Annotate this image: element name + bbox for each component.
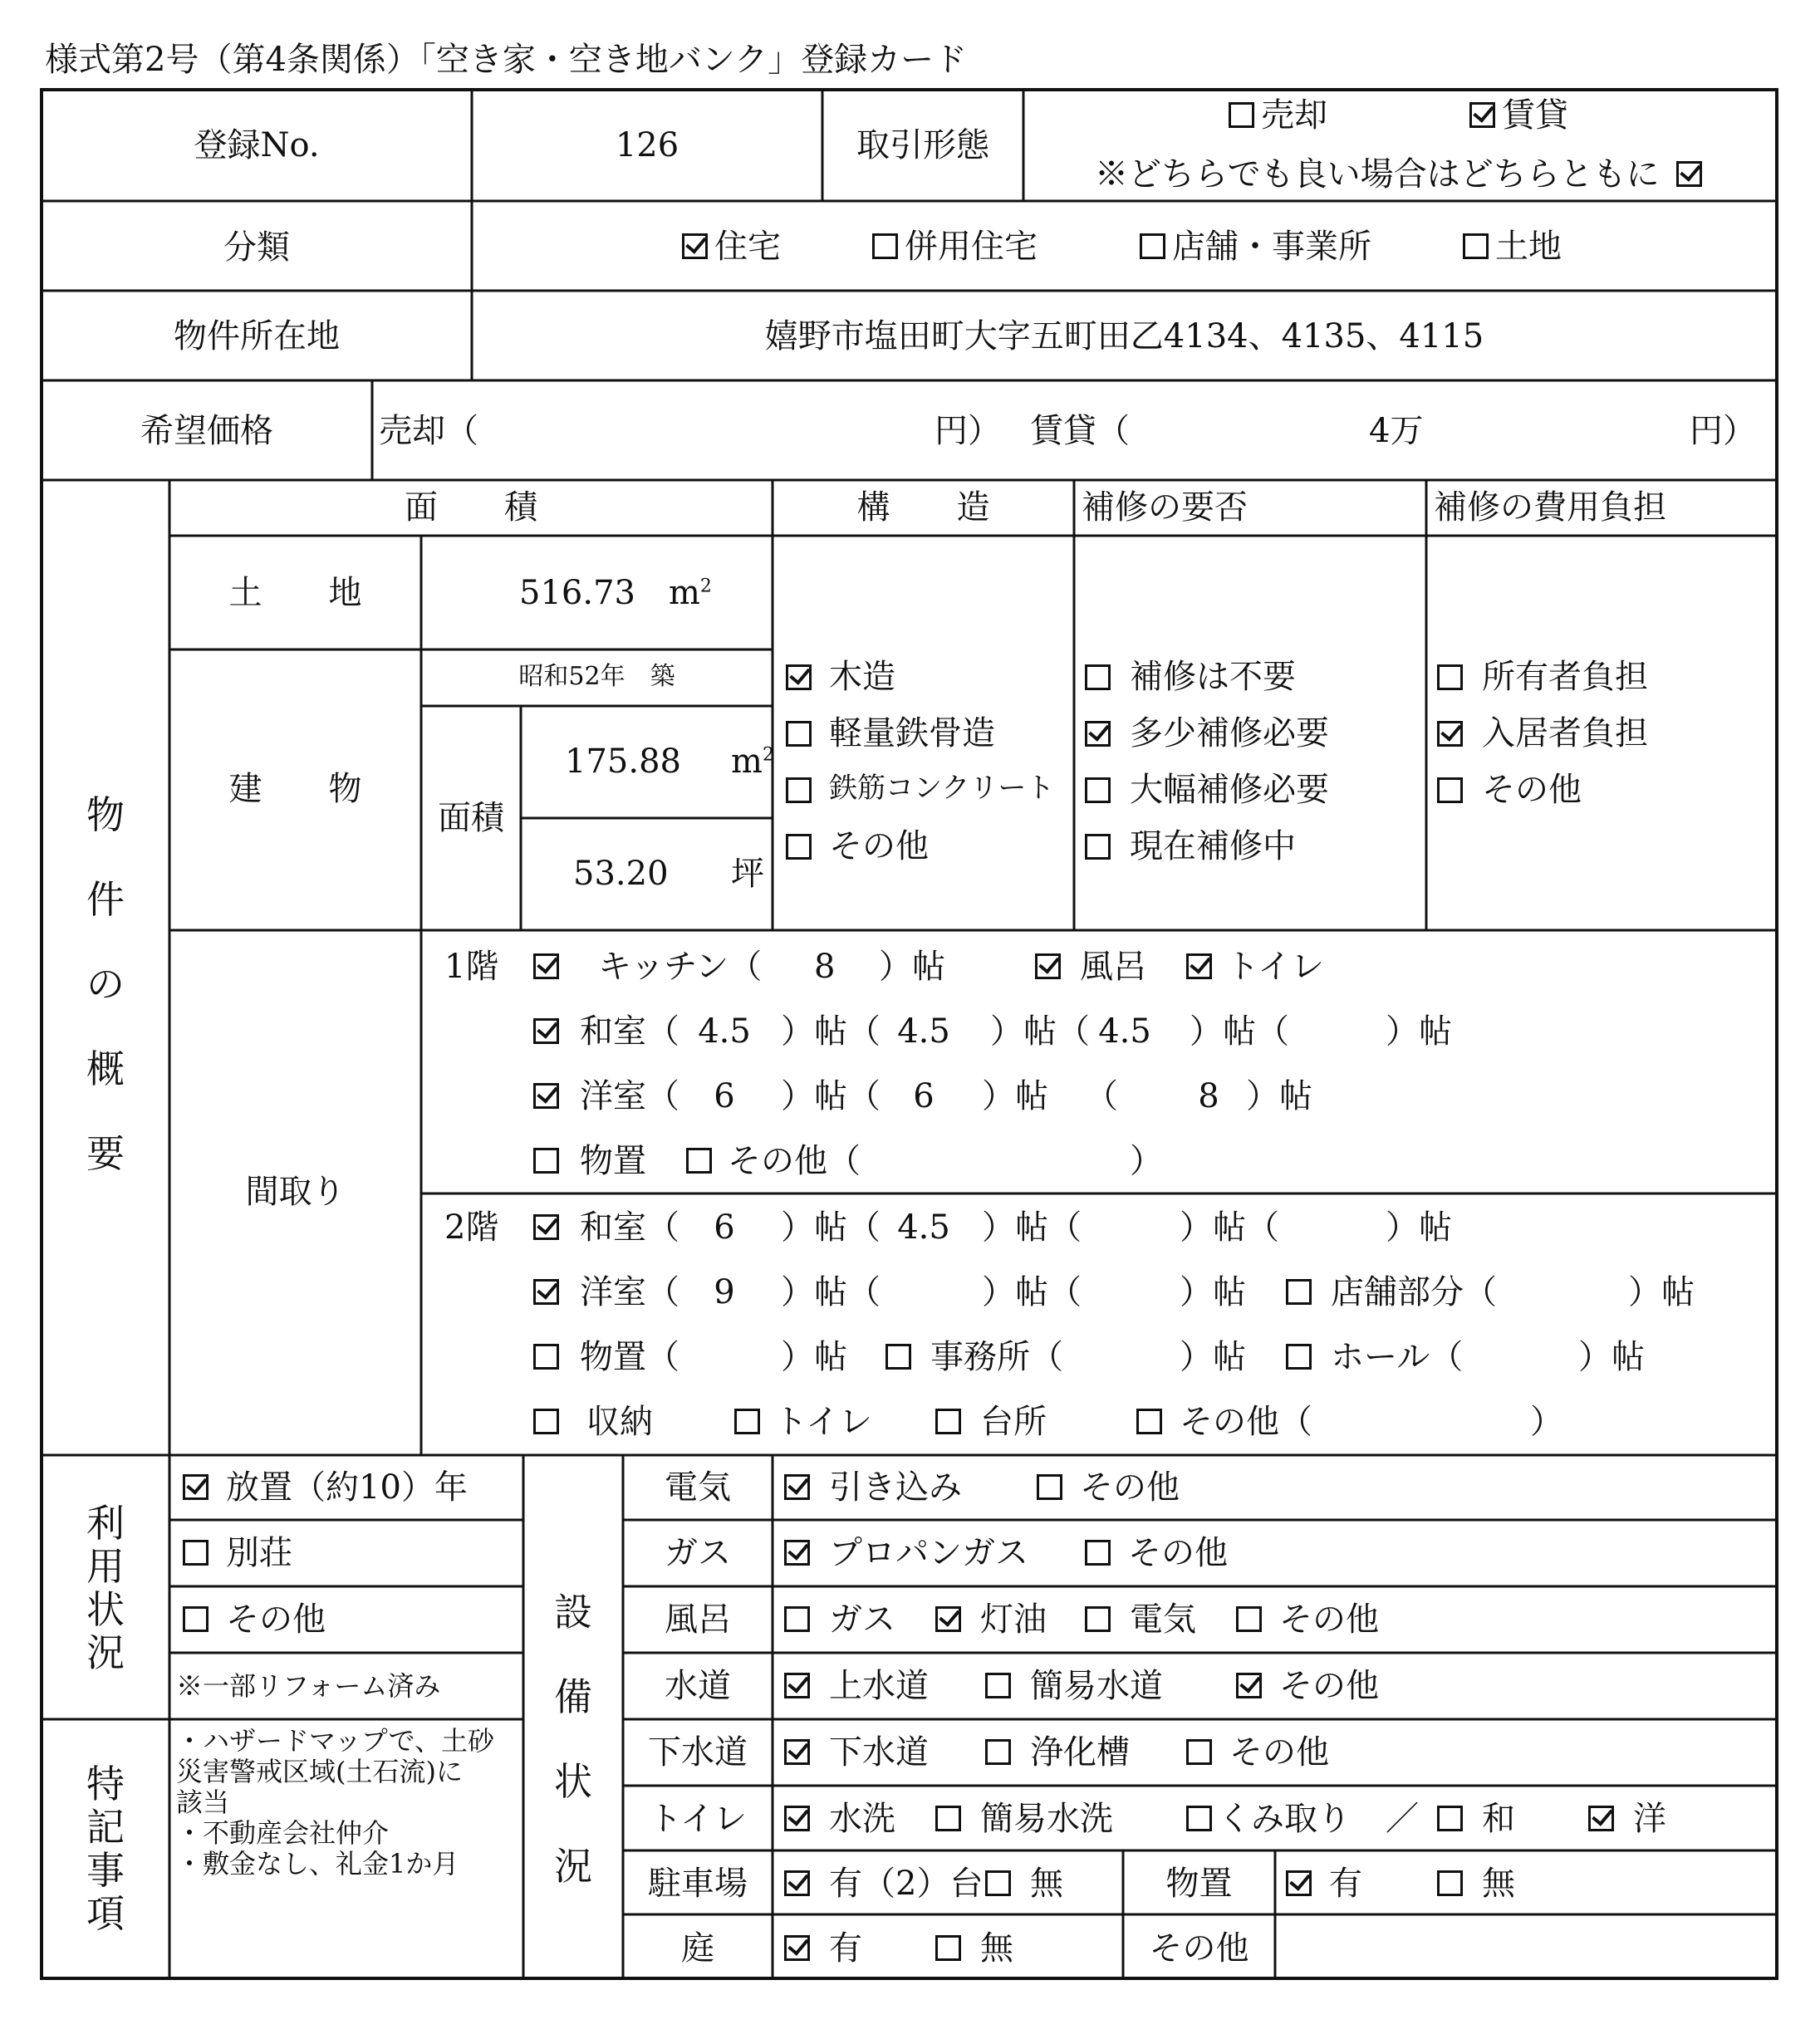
floor1-washitsu-checkbox[interactable]	[533, 1018, 559, 1044]
usage-note: ※一部リフォーム済み	[176, 1670, 441, 1702]
cost-owner-label: 所有者負担	[1482, 658, 1648, 696]
parking-no-checkbox[interactable]	[985, 1870, 1011, 1896]
floor2-office-unit: ）帖	[1180, 1338, 1246, 1376]
floor2-youshitsu-sep2: ）帖（	[982, 1273, 1082, 1311]
floor1-washitsu-2: 4.5	[897, 1012, 950, 1051]
floor2-toilet-label: トイレ	[774, 1403, 872, 1441]
water-label: 水道	[665, 1667, 731, 1705]
garden-no-label: 無	[980, 1929, 1013, 1968]
floor2-hall-label: ホール（	[1331, 1338, 1464, 1376]
remarks-line: 災害警戒区域(土石流)に	[176, 1756, 463, 1787]
cost-owner-checkbox[interactable]	[1437, 664, 1463, 690]
water-other-checkbox[interactable]	[1236, 1673, 1262, 1698]
floor1-youshitsu-end: ）帖	[1246, 1077, 1312, 1115]
electricity-other-label: その他	[1080, 1468, 1180, 1507]
cost-tenant-label: 入居者負担	[1482, 714, 1648, 752]
electricity-connected-label: 引き込み	[829, 1468, 962, 1507]
floor2-youshitsu-end: ）帖	[1180, 1273, 1246, 1311]
category-house-checkbox[interactable]	[682, 233, 708, 259]
garden-label: 庭	[681, 1929, 714, 1968]
floor2-shop-label: 店舗部分（	[1331, 1273, 1497, 1311]
category-land-checkbox[interactable]	[1463, 233, 1489, 259]
floor2-washitsu-checkbox[interactable]	[533, 1214, 559, 1240]
floor2-youshitsu-label: 洋室（	[580, 1273, 679, 1311]
floor1-label: 1階	[444, 948, 499, 986]
electricity-connected-checkbox[interactable]	[784, 1474, 810, 1500]
remarks-line: ・ハザードマップで、土砂	[176, 1725, 495, 1757]
floor1-kitchen-unit: ）帖	[879, 948, 945, 986]
toilet-flush-checkbox[interactable]	[784, 1806, 810, 1831]
structure-header: 構 造	[856, 488, 990, 527]
floor2-washitsu-sep3: ）帖（	[1180, 1208, 1279, 1247]
structure-steel-checkbox[interactable]	[786, 721, 812, 747]
water-public-checkbox[interactable]	[784, 1673, 810, 1698]
floor2-washitsu-sep1: ）帖（	[781, 1208, 881, 1247]
gas-propane-label: プロパンガス	[829, 1534, 1028, 1572]
sqm-unit: m	[668, 574, 700, 612]
structure-wood-checkbox[interactable]	[786, 664, 812, 690]
floor1-toilet-label: トイレ	[1226, 948, 1324, 986]
toilet-pit-label: くみ取り	[1218, 1800, 1351, 1838]
garden-yes-checkbox[interactable]	[784, 1935, 810, 1961]
parking-label: 駐車場	[648, 1865, 748, 1903]
cost-other-checkbox[interactable]	[1437, 777, 1463, 803]
garden-yes-label: 有	[829, 1929, 862, 1968]
sewer-public-label: 下水道	[829, 1733, 929, 1772]
facilities-side-label: 設 備 状 況	[554, 1590, 592, 1889]
floor1-bath-label: 風呂	[1080, 948, 1146, 986]
floor2-kitchen-label: 台所	[980, 1403, 1047, 1441]
repair-some-checkbox[interactable]	[1085, 721, 1111, 747]
parking-yes-label: 有（2）台	[829, 1865, 984, 1903]
floor1-washitsu-sep1: ）帖（	[781, 1012, 881, 1051]
usage-other-label: その他	[226, 1600, 326, 1639]
parking-no-label: 無	[1030, 1865, 1063, 1903]
toilet-pit-checkbox[interactable]	[1186, 1806, 1212, 1831]
price-label: 希望価格	[140, 412, 273, 450]
shed-label: 物置	[1165, 1865, 1233, 1903]
structure-other-checkbox[interactable]	[786, 834, 812, 860]
price-rent-open: 賃貸（	[1030, 412, 1130, 450]
building-tsubo-value: 53.20	[573, 855, 669, 893]
electricity-other-checkbox[interactable]	[1037, 1474, 1062, 1500]
floor1-youshitsu-1: 6	[714, 1077, 735, 1115]
cost-tenant-checkbox[interactable]	[1437, 721, 1463, 747]
toilet-japanese-checkbox[interactable]	[1437, 1806, 1463, 1831]
category-mixed-label: 併用住宅	[905, 228, 1038, 266]
sale-option-label: 売却	[1261, 96, 1327, 135]
floor2-label: 2階	[444, 1208, 499, 1247]
floor1-other-close: ）	[1130, 1142, 1163, 1180]
floor1-youshitsu-label: 洋室（	[580, 1077, 679, 1115]
floor1-youshitsu-3: 8	[1198, 1077, 1219, 1115]
price-rent-value: 4万	[1369, 412, 1424, 450]
overview-side-label: 物 件 の 概 要	[86, 792, 125, 1176]
building-sqm-unit: $m^2$	[731, 743, 774, 781]
usage-side-label: 利 用 状 況	[86, 1501, 125, 1675]
floor1-washitsu-label: 和室（	[580, 1012, 679, 1051]
built-year: 昭和52年 築	[518, 662, 675, 691]
toilet-simple-flush-checkbox[interactable]	[935, 1806, 961, 1831]
water-simple-checkbox[interactable]	[985, 1673, 1011, 1698]
remarks-side-label: 特 記 事 項	[86, 1762, 125, 1936]
category-land-label: 土地	[1495, 228, 1562, 266]
toilet-label: トイレ	[649, 1800, 747, 1838]
floor2-washitsu-sep2: ）帖（	[982, 1208, 1082, 1247]
bath-label: 風呂	[665, 1600, 731, 1639]
toilet-simple-flush-label: 簡易水洗	[980, 1800, 1113, 1838]
floor2-toilet-checkbox[interactable]	[734, 1409, 760, 1434]
bath-gas-checkbox[interactable]	[784, 1606, 810, 1632]
price-sale-open: 売却（	[379, 412, 478, 450]
floor2-shop-checkbox[interactable]	[1286, 1279, 1312, 1305]
floor2-other-close: ）	[1530, 1403, 1563, 1441]
rent-checkbox[interactable]	[1469, 102, 1495, 128]
cost-header: 補修の費用負担	[1434, 488, 1666, 527]
floor1-kitchen-label: キッチン（	[598, 948, 763, 986]
floor1-storage-label: 物置	[580, 1142, 646, 1180]
note-checkbox-sample	[1676, 161, 1702, 187]
shed-yes-checkbox[interactable]	[1286, 1870, 1312, 1896]
floor2-shop-unit: ）帖	[1628, 1273, 1695, 1311]
cost-other-label: その他	[1482, 771, 1582, 809]
other-facility-label: その他	[1149, 1929, 1249, 1968]
floor2-youshitsu-checkbox[interactable]	[533, 1279, 559, 1305]
floor2-other-checkbox[interactable]	[1136, 1409, 1162, 1434]
sale-checkbox[interactable]	[1229, 102, 1254, 128]
garden-no-checkbox[interactable]	[935, 1935, 961, 1961]
land-label: 土 地	[228, 574, 362, 612]
usage-villa-checkbox[interactable]	[183, 1540, 208, 1566]
bath-electric-checkbox[interactable]	[1085, 1606, 1111, 1632]
floor2-closet-checkbox[interactable]	[533, 1409, 559, 1434]
usage-other-checkbox[interactable]	[183, 1606, 208, 1632]
repair-major-checkbox[interactable]	[1085, 777, 1111, 803]
structure-rc-label: 鉄筋コンクリート	[829, 772, 1055, 805]
floor2-storage-unit: ）帖	[781, 1338, 847, 1376]
floor2-youshitsu-sep1: ）帖（	[781, 1273, 881, 1311]
registration-label: 登録No.	[194, 126, 320, 164]
floor1-other-checkbox[interactable]	[686, 1148, 712, 1174]
bath-kerosene-label: 灯油	[980, 1600, 1047, 1639]
gas-propane-checkbox[interactable]	[784, 1540, 810, 1566]
floor2-office-label: 事務所（	[930, 1338, 1063, 1376]
floor2-hall-unit: ）帖	[1578, 1338, 1645, 1376]
category-shop-checkbox[interactable]	[1140, 233, 1165, 259]
floor2-other-label: その他（	[1180, 1403, 1312, 1441]
usage-villa-label: 別荘	[226, 1534, 292, 1572]
gas-other-label: その他	[1128, 1534, 1228, 1572]
floor2-washitsu-2: 4.5	[897, 1208, 950, 1247]
toilet-japanese-label: 和	[1482, 1800, 1515, 1838]
bath-other-label: その他	[1279, 1600, 1379, 1639]
area-header: 面 積	[405, 488, 537, 527]
category-house-label: 住宅	[714, 228, 781, 266]
price-rent-close: 円）	[1690, 412, 1756, 450]
repair-some-label: 多少補修必要	[1130, 714, 1329, 752]
floor2-washitsu-label: 和室（	[580, 1208, 679, 1247]
structure-wood-label: 木造	[829, 658, 895, 696]
water-other-label: その他	[1279, 1667, 1379, 1705]
shed-no-label: 無	[1482, 1865, 1515, 1903]
category-mixed-checkbox[interactable]	[872, 233, 898, 259]
usage-abandoned-label: 放置（約10）年	[226, 1468, 468, 1507]
bath-other-checkbox[interactable]	[1236, 1606, 1262, 1632]
floor1-kitchen-checkbox[interactable]	[533, 953, 559, 979]
layout-label: 間取り	[245, 1173, 346, 1211]
bath-electric-label: 電気	[1130, 1600, 1196, 1639]
usage-abandoned-checkbox[interactable]	[183, 1474, 208, 1500]
price-sale-close: 円）	[935, 412, 1001, 450]
rent-option-label: 賃貸	[1502, 96, 1568, 135]
transaction-note: ※どちらでも良い場合はどちらともに	[1095, 155, 1660, 194]
repair-major-label: 大幅補修必要	[1130, 771, 1329, 809]
sewer-septic-checkbox[interactable]	[985, 1739, 1011, 1765]
remarks-line: ・不動産会社仲介	[176, 1817, 390, 1849]
building-area-label: 面積	[438, 799, 504, 837]
floor2-storage-label: 物置（	[580, 1338, 679, 1376]
floor1-kitchen-value: 8	[814, 948, 836, 986]
floor2-washitsu-1: 6	[714, 1208, 735, 1247]
location-value: 嬉野市塩田町大字五町田乙4134、4135、4115	[764, 317, 1484, 355]
floor1-other-label: その他（	[728, 1142, 861, 1180]
location-label: 物件所在地	[174, 317, 340, 355]
land-area-value: 516.73 $m^2$	[519, 574, 712, 612]
remarks-line: 該当	[176, 1786, 230, 1818]
floor1-washitsu-sep2: ）帖（	[990, 1012, 1090, 1051]
bath-gas-label: ガス	[829, 1600, 895, 1639]
structure-steel-label: 軽量鉄骨造	[829, 714, 995, 752]
remarks-line: ・敷金なし、礼金1か月	[176, 1848, 459, 1880]
floor2-office-checkbox[interactable]	[885, 1344, 911, 1370]
electricity-label: 電気	[665, 1468, 731, 1507]
floor1-washitsu-end: ）帖	[1386, 1012, 1452, 1051]
category-label: 分類	[223, 228, 290, 267]
floor1-storage-checkbox[interactable]	[533, 1148, 559, 1174]
sewer-other-label: その他	[1229, 1733, 1329, 1772]
water-public-label: 上水道	[829, 1667, 929, 1705]
sewer-label: 下水道	[648, 1733, 748, 1772]
sewer-other-checkbox[interactable]	[1186, 1739, 1212, 1765]
floor1-youshitsu-unit2: ）帖	[982, 1077, 1048, 1115]
toilet-flush-label: 水洗	[829, 1800, 895, 1838]
floor1-washitsu-3: 4.5	[1098, 1012, 1151, 1051]
parking-yes-checkbox[interactable]	[784, 1870, 810, 1896]
building-tsubo-unit: 坪	[731, 855, 764, 893]
floor1-washitsu-sep3: ）帖（	[1190, 1012, 1289, 1051]
water-simple-label: 簡易水道	[1030, 1667, 1163, 1705]
floor2-youshitsu-1: 9	[714, 1273, 735, 1311]
floor1-bath-checkbox[interactable]	[1035, 953, 1061, 979]
registration-number: 126	[615, 126, 679, 164]
sewer-public-checkbox[interactable]	[784, 1739, 810, 1765]
floor1-toilet-checkbox[interactable]	[1186, 953, 1212, 979]
floor2-washitsu-end: ）帖	[1386, 1208, 1452, 1247]
bath-kerosene-checkbox[interactable]	[935, 1606, 961, 1632]
floor1-youshitsu-checkbox[interactable]	[533, 1083, 559, 1109]
structure-rc-checkbox[interactable]	[786, 777, 812, 803]
floor1-youshitsu-sep1: ）帖（	[781, 1077, 881, 1115]
shed-yes-label: 有	[1329, 1865, 1362, 1903]
repair-ongoing-label: 現在補修中	[1130, 827, 1296, 865]
sewer-septic-label: 浄化槽	[1030, 1733, 1130, 1772]
repair-none-checkbox[interactable]	[1085, 664, 1111, 690]
floor1-youshitsu-open3: （	[1085, 1077, 1118, 1115]
floor2-closet-label: 収納	[586, 1403, 653, 1441]
shed-no-checkbox[interactable]	[1437, 1870, 1463, 1896]
floor2-hall-checkbox[interactable]	[1286, 1344, 1312, 1370]
floor1-youshitsu-2: 6	[913, 1077, 935, 1115]
gas-other-checkbox[interactable]	[1085, 1540, 1111, 1566]
floor1-washitsu-1: 4.5	[698, 1012, 751, 1051]
category-shop-label: 店舗・事業所	[1172, 228, 1371, 266]
building-sqm-value: 175.88	[565, 743, 681, 781]
floor2-storage-checkbox[interactable]	[533, 1344, 559, 1370]
toilet-western-checkbox[interactable]	[1588, 1806, 1614, 1831]
gas-label: ガス	[665, 1534, 731, 1572]
toilet-western-label: 洋	[1633, 1800, 1666, 1838]
structure-other-label: その他	[829, 827, 929, 865]
form-title: 様式第2号（第4条関係）「空き家・空き地バンク」登録カード	[45, 41, 968, 79]
floor2-kitchen-checkbox[interactable]	[935, 1409, 961, 1434]
building-label: 建 物	[228, 770, 362, 808]
toilet-slash: ／	[1386, 1800, 1419, 1838]
repair-none-label: 補修は不要	[1130, 658, 1296, 696]
remarks-list	[176, 1726, 518, 1880]
repair-header: 補修の要否	[1082, 488, 1248, 527]
repair-ongoing-checkbox[interactable]	[1085, 834, 1111, 860]
transaction-label: 取引形態	[856, 126, 989, 164]
